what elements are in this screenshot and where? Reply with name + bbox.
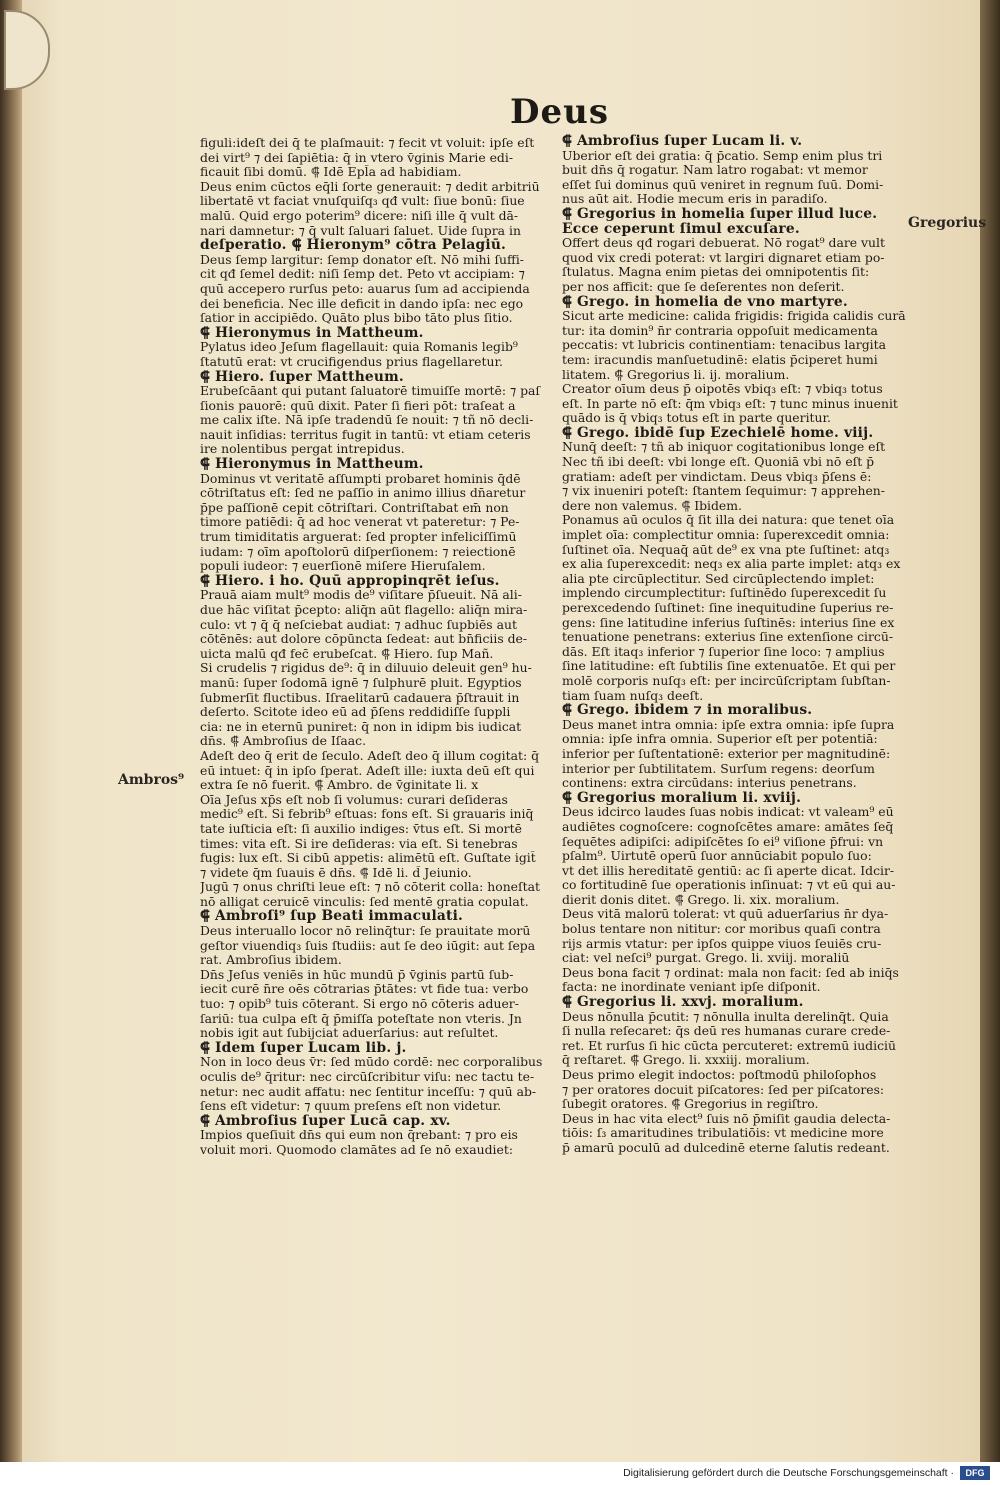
- text-line: tuo: ⁊ opib⁹ tuis cōterant. Si ergo nō cōteris aduer‑: [200, 997, 519, 1012]
- text-line: ⁊ per oratores docuit piſcatores: ſed per piſcatores:: [562, 1082, 885, 1097]
- text-line: quādo is q̄ vbiq₃ totus eſt in parte queritur.: [562, 411, 831, 426]
- text-line: pſalm⁹. Uirtutē operū ſuor annūciabit populo ſuo:: [562, 849, 872, 864]
- text-line: eſſet ſui dominus quū veniret in regnum ſuū. Domi‑: [562, 177, 884, 192]
- text-line: eſt. In parte nō eſt: q̄m vbiq₃ eſt: ⁊ tunc minus inuenit: [562, 396, 898, 411]
- text-line: implet oīa: complectitur omnia: ſuperexcedit omnia:: [562, 528, 890, 543]
- text-line: gens: ſine latitudine inferius ſuſtinēs: interius ſine ex: [562, 615, 895, 630]
- text-line: Prauā aiam mult⁹ modis de⁹ viſitare p̄ſueuit. Nā ali‑: [200, 588, 522, 603]
- text-line: vt det illis hereditatē gentiū: ac ſi aperte dicat. Idcir‑: [562, 863, 895, 878]
- text-line: oculis de⁹ q̄ritur: nec circūſcribitur viſu: nec tactu te‑: [200, 1070, 535, 1084]
- page-edge-left: [0, 0, 22, 1462]
- margin-note-left: Ambros⁹: [118, 772, 185, 788]
- text-line: ſionis pauorē: quū dixit. Pater ſi fieri pōt: traſeat a: [200, 398, 516, 413]
- text-line: Jugū ⁊ onus chriſti leue eſt: ⁊ nō cōterit colla: honeſtat: [200, 880, 540, 895]
- text-line: Offert deus qđ rogari debuerat. Nō rogat⁹ dare vult: [562, 236, 885, 251]
- text-line: tiōis: ſ₃ amaritudines tribulatiōis: vt medicine more: [562, 1126, 884, 1141]
- text-line: Adeſt deo q̄ erit de ſeculo. Adeſt deo q̄ illum cogitat: q̄: [200, 748, 539, 763]
- text-line: Deus idcirco laudes ſuas nobis indicat: vt valeam⁹ eū: [562, 805, 894, 820]
- text-line: dere non valemus. ⸿ Ibidem.: [562, 498, 742, 513]
- rubric-heading: ⸿ Ambroſius ſuper Lucā cap. xv.: [200, 1113, 451, 1129]
- rubric-heading: ⸿ Ambroſi⁹ ſup Beati immaculati.: [200, 909, 464, 925]
- text-line: Deus interuallo locor nō relinq̄tur: ſe prauitate morū: [200, 924, 531, 939]
- text-line: alia pte circūplectitur. Sed circūplectendo implet:: [562, 571, 875, 586]
- rubric-heading: ⸿ Grego. ibidem ⁊ in moralibus.: [562, 703, 813, 718]
- text-line: dei virt⁹ ⁊ dei ſapiētia: q̄ in vtero v̄ginis Marie edi‑: [200, 150, 514, 165]
- rubric-heading: ⸿ Ambroſius ſuper Lucam li. v.: [562, 134, 803, 149]
- text-line: audiētes cognoſcere: cognoſcētes amare: amātes ſeq̄: [562, 819, 894, 834]
- text-line: ſi nulla reſecaret: q̄s deū res humanas curare crede‑: [562, 1024, 891, 1039]
- dfg-logo: DFG: [960, 1466, 990, 1480]
- text-line: timore patiēdi: q̄ ad hoc venerat vt pateretur: ⁊ Pe‑: [200, 515, 520, 530]
- rubric-heading: ⸿ Idem ſuper Lucam lib. j.: [200, 1040, 407, 1056]
- text-line: Deus manet intra omnia: ipſe extra omnia: ipſe ſupra: [562, 717, 895, 732]
- text-line: Deus primo elegit indoctos: poſtmodū philoſophos: [562, 1068, 877, 1082]
- text-line: ſine latitudine: eſt ſubtilis ſine extenuatōe. Et qui per: [562, 659, 896, 674]
- text-line: iecit curē n̄re oēs cōtrarias p̄tātes: vt fide tua: verbo: [200, 982, 529, 997]
- text-line: ſatior in accipiēdo. Quāto plus bibo tāto plus ſitio.: [200, 311, 513, 326]
- text-line: uicta malū qđ fec̄ erubeſcat. ⸿ Hiero. ſup Mañ.: [200, 646, 494, 661]
- text-line: ſequētes adipiſci: adipiſcētes ſo ei⁹ viſione p̄frui: vn: [562, 834, 884, 849]
- text-line: Deus in hac vita elect⁹ ſuis nō p̄miſit gaudia delecta‑: [562, 1111, 891, 1126]
- text-line: dās. Eſt itaq₃ inferior ⁊ ſuperior ſine loco: ⁊ amplius: [562, 644, 885, 659]
- text-line: Si crudelis ⁊ rigidus de⁹: q̄ in diluuio deleuit gen⁹ hu‑: [200, 661, 532, 676]
- text-line: molē corporis nuſq₃ eſt: per incircūſcriptam ſubſtan‑: [562, 673, 891, 688]
- text-line: dierit donis ditet. ⸿ Grego. li. xix. moralium.: [562, 892, 840, 907]
- text-line: gratiam: adeſt per vindictam. Deus vbiq₃ p̄ſens ē:: [562, 469, 872, 484]
- text-line: rat. Ambroſius ibidem.: [200, 953, 342, 968]
- text-line: p̄pe paſſionē cepit cōtriſtari. Contriſtabat em̄ non: [200, 500, 509, 515]
- text-line: extra ſe nō fuerit. ⸿ Ambro. de v̄ginitate li. x: [200, 778, 479, 793]
- rubric-heading: ⸿ Gregorius li. xxvj. moralium.: [562, 995, 804, 1010]
- text-line: perexcedendo ſuſtinet: ſine inequitudine ſuperius re‑: [562, 601, 894, 615]
- text-line: q̄ reſtaret. ⸿ Grego. li. xxxiij. moralium.: [562, 1053, 810, 1068]
- text-line: Dominus vt veritatē aſſumpti probaret hominis q̄dē: [200, 471, 521, 486]
- text-line: ſtulatus. Magna enim pietas dei omnipotentis ſit:: [562, 265, 870, 280]
- text-line: due hāc viſitat p̄cepto: aliq̄n aūt flagello: aliq̄n mira‑: [200, 603, 528, 617]
- text-line: cōtriſtatus eſt: ſed ne paſſio in animo illius dn̄aretur: [200, 486, 526, 501]
- text-line: Deus bona facit ⁊ ordinat: mala non facit: ſed ab iniq̄s: [562, 965, 899, 980]
- text-line: ciat: vel neſci⁹ purgat. Grego. li. xviij. moraliū: [562, 951, 850, 966]
- text-line: dei beneficia. Nec ille deficit in dando ipſa: nec ego: [200, 296, 524, 311]
- text-line: Creator oīum deus p̄ oipotēs vbiq₃ eſt: ⁊ vbiq₃ totus: [562, 382, 883, 397]
- text-line: ſuſtinet oīa. Nequaq̄ aūt de⁹ ex vna pte ſuſtinet: atq₃: [562, 542, 890, 557]
- text-line: Impios queſiuit dn̄s qui eum non q̄rebant: ⁊ pro eis: [200, 1128, 518, 1143]
- text-line: netur: nec audit affatu: nec ſentitur inceſſu: ⁊ quū ab‑: [200, 1084, 537, 1099]
- text-line: ſubegit oratores. ⸿ Gregorius in regiſtro.: [562, 1097, 819, 1112]
- text-line: Deus ſemp largitur: ſemp donator eſt. Nō mihi ſuffi‑: [200, 252, 524, 267]
- text-line: eū intuet: q̄ in ipſo ſperat. Adeſt ille: iuxta deū eſt qui: [200, 763, 535, 778]
- rubric-heading: ⸿ Hieronymus in Mattheum.: [200, 325, 424, 341]
- text-line: tur: ita domin⁹ n̄r contraria oppoſuit medicamenta: [562, 323, 878, 338]
- text-line: malū. Quid ergo poterim⁹ dicere: niſi ille q̄ vult dā‑: [200, 208, 519, 223]
- text-line: tate iuſticia eſt: ſi auxilio indiges: v̄tus eſt. Si mortē: [200, 821, 522, 836]
- text-line: Deus vitā malorū tolerat: vt quū aduerſarius n̄r dya‑: [562, 907, 889, 922]
- text-line: tenuatione penetrans: exterius ſine extenſione circū‑: [562, 630, 894, 645]
- margin-note-right: Gregorius: [908, 215, 987, 231]
- text-line: tem: iracundis manſuetudinē: elatis p̄ciperet humi: [562, 352, 878, 367]
- rubric-heading: ⸿ Hiero. ſuper Mattheum.: [200, 369, 404, 385]
- text-line: bolus tentare non nititur: cor moribus quaſi contra: [562, 922, 881, 937]
- text-line: nō alligat ceruicē vinculis: ſed mentē gratia copulat.: [200, 894, 529, 909]
- rubric-heading: ⸿ Hiero. i ho. Quū appropinqrēt ieſus.: [200, 573, 500, 589]
- text-line: Deus nōnulla p̄cutit: ⁊ nōnulla inulta derelinq̄t. Quia: [562, 1009, 889, 1024]
- rubric-heading: ⸿ Grego. ibidē ſup Ezechielē home. viij.: [562, 425, 874, 441]
- text-line: times: vita eſt. Si ire deſideras: via eſt. Si tenebras: [200, 836, 518, 851]
- text-line: voluit mori. Quomodo clamātes ad ſe nō exaudiet:: [200, 1142, 513, 1157]
- text-line: dn̄s. ⸿ Ambroſius de Iſaac.: [200, 734, 367, 749]
- text-line: quod vix credi poterat: vt largiri dignaret etiam po‑: [562, 250, 885, 265]
- footer-bar: [0, 1462, 1000, 1485]
- text-line: implendo circumplectitur: ſuſtinēdo ſuperexcedit ſu: [562, 586, 887, 601]
- text-line: ⁊ vix inueniri poteſt: ſtantem ſequimur: ⁊ apprehen‑: [562, 484, 885, 499]
- text-line: rijs armis vtatur: per ipſos quippe viuos ſeuiēs cru‑: [562, 936, 882, 951]
- text-line: figuli:ideſt dei q̄ te plaſmauit: ⁊ fecit vt voluit: ipſe eſt: [200, 136, 535, 150]
- footer-credit: Digitalisierung gefördert durch die Deutsche Forschungsgemeinschaft ·: [623, 1467, 954, 1479]
- text-line: ſariū: tua culpa eſt q̄ p̄miſſa poteſtate non vteris. Jn: [200, 1011, 522, 1026]
- text-line: tiam ſuam nuſq₃ deeſt.: [562, 688, 704, 703]
- text-line: cia: ne in eternū puniret: q̄ non in idipm bis iudicat: [200, 719, 522, 734]
- text-line: Dn̄s Jeſus veniēs in hūc mundū p̄ v̄ginis partū ſub‑: [200, 967, 514, 982]
- text-line: p̄ amarū poculū ad dulcedinē eterne ſalutis redeant.: [562, 1140, 890, 1155]
- text-line: co fortitudinē ſue operationis inſinuat: ⁊ vt eū qui au‑: [562, 878, 896, 893]
- text-line: populi iudeor: ⁊ euerſionē miſere Hieruſalem.: [200, 559, 486, 574]
- text-line: ſens eſt videtur: ⁊ quum preſens eſt non videtur.: [200, 1099, 502, 1114]
- text-line: Ponamus aū oculos q̄ ſit illa dei natura: que tenet oīa: [562, 513, 895, 528]
- text-column-left: [200, 136, 552, 1158]
- text-line: Sicut arte medicine: calida frigidis: frigida calidis curā: [562, 309, 906, 324]
- text-line: culo: vt ⁊ q̄ q̄ neſciebat audiat: ⁊ adhuc ſupbiēs aut: [200, 617, 517, 632]
- text-line: ficauit ſibi domū. ⸿ Idē Epl̄a ad habidiam.: [200, 165, 462, 180]
- text-line: cōtēnēs: aut dolore cōpūncta ſedeat: aut bn̄ficiis de‑: [200, 632, 528, 647]
- rubric-heading: Ecce ceperunt ſimul excuſare.: [562, 221, 800, 237]
- text-line: Nunq̄ deeſt: ⁊ tñ ab iniquor cogitationibus longe eſt: [562, 440, 886, 455]
- text-line: peccatis: vt lubricis continentiam: tenacibus largita: [562, 338, 886, 353]
- text-line: geſtor viuendiq₃ ſuis ſtudiis: aut ſe deo iūgit: aut ſepa: [200, 938, 536, 953]
- text-line: nobis igit aut ſubijciat aduerſarius: aut reſultet.: [200, 1026, 499, 1041]
- text-line: fugis: lux eſt. Si cibū appetis: alimētū eſt. Guſtate igit̄: [200, 851, 536, 866]
- text-line: Deus enim cūctos eq̄li ſorte generauit: ⁊ dedit arbitriū: [200, 179, 540, 194]
- text-line: Non in loco deus v̄r: ſed mūdo cordē: nec corporalibus: [200, 1055, 543, 1070]
- text-line: me calix iſte. Nā ipſe tradendū ſe nouit: ⁊ tñ nō decli‑: [200, 413, 534, 428]
- text-line: continens: extra circūdans: interius penetrans.: [562, 776, 857, 791]
- rubric-heading: ⸿ Hieronymus in Mattheum.: [200, 457, 424, 472]
- text-line: medic⁹ eſt. Si febrib⁹ eſtuas: fons eſt. Si grauaris iniq̄: [200, 807, 534, 822]
- text-line: quū accepero rurſus peto: auarus ſum ad accipienda: [200, 281, 530, 296]
- text-line: ⁊ videte q̄m ſuauis ē dn̄s. ⸿ Idē li. d̄ Jeiunio.: [200, 865, 472, 880]
- text-line: Erubeſcāant qui putant ſaluatorē timuiſſe mortē: ⁊ paſ: [200, 384, 540, 399]
- text-line: omnia: ipſe infra omnia. Superior eſt per potentiā:: [562, 732, 878, 747]
- text-line: Oīa Jeſus xp̄s eſt nob ſi volumus: curari deſideras: [200, 792, 508, 807]
- rubric-heading: ⸿ Grego. in homelia de vno martyre.: [562, 294, 848, 310]
- text-line: ſtatutū erat: vt crucifigendus prius flagellaretur.: [200, 354, 503, 369]
- text-line: per nos afficit: que ſe deſerentes non deſerit.: [562, 279, 845, 294]
- text-line: interior per ſubtilitatem. Surſum regens: deorſum: [562, 761, 875, 776]
- text-line: trum timiditatis argueratː ſed propter infeliciſſimū: [200, 530, 517, 545]
- text-line: litatem. ⸿ Gregorius li. ij. moralium.: [562, 367, 790, 382]
- text-line: iudam: ⁊ oīm apoſtolorū diſperſionem: ⁊ reiectionē: [200, 544, 516, 559]
- text-line: cit qđ ſemel dedit: niſi ſemp det. Peto vt accipiam: ⁊: [200, 267, 525, 282]
- text-line: Nec tñ ibi deeſt: vbi longe eſt. Quoniā vbi nō eſt p̄: [562, 455, 875, 470]
- rubric-heading: deſperatio. ⸿ Hieronym⁹ cōtra Pelagiū.: [200, 238, 507, 253]
- text-line: nari damnetur: ⁊ q̄ vult ſaluari ſaluet. Uide ſupra in: [200, 223, 521, 238]
- text-line: facta: ne inordinate veniant ipſe diſponit.: [562, 980, 821, 995]
- text-column-right: [562, 134, 910, 1156]
- text-line: Uberior eſt dei gratia: q̄ p̄catio. Semp enim plus tri: [562, 148, 883, 163]
- running-head: Deus: [510, 92, 609, 132]
- rubric-heading: ⸿ Gregorius in homelia ſuper illud luce.: [562, 206, 878, 222]
- text-line: Pylatus ideo Jeſum flagellauit: quia Romanis legib⁹: [200, 340, 518, 355]
- text-line: nauit inſidias: territus fugit in tantū: vt etiam ceteris: [200, 427, 531, 442]
- text-line: ex alia ſuperexcedit: neq₃ ex alia parte implet: atq₃ ex: [562, 557, 901, 572]
- text-line: buit dn̄s q̄ rogatur. Nam latro rogabat: vt memor: [562, 163, 868, 178]
- text-line: nus aūt ait. Hodie mecum eris in paradiſo.: [562, 192, 828, 207]
- text-line: ret. Et rurſus ſi hic cūcta percuteret: extremū iudiciū: [562, 1038, 896, 1053]
- text-line: ire nolentibus pergat intrepidus.: [200, 442, 405, 457]
- text-line: deſerto. Scitote ideo eū ad p̄ſens reddidiſſe ſuppli: [200, 705, 511, 720]
- text-line: ſubmerſit fluctibus. Iſraelitarū cadauera p̄ſtrauit in: [200, 690, 520, 705]
- text-line: libertatē vt faciat vnuſquiſq₃ qđ vult: ſiue bonū: ſiue: [200, 194, 525, 209]
- text-line: manū: ſuper ſodomā ignē ⁊ ſulphurē pluit. Egyptios: [200, 675, 522, 690]
- text-line: inferior per ſuſtentationē: exterior per magnitudinē:: [562, 746, 891, 761]
- rubric-heading: ⸿ Gregorius moralium li. xviij.: [562, 790, 802, 806]
